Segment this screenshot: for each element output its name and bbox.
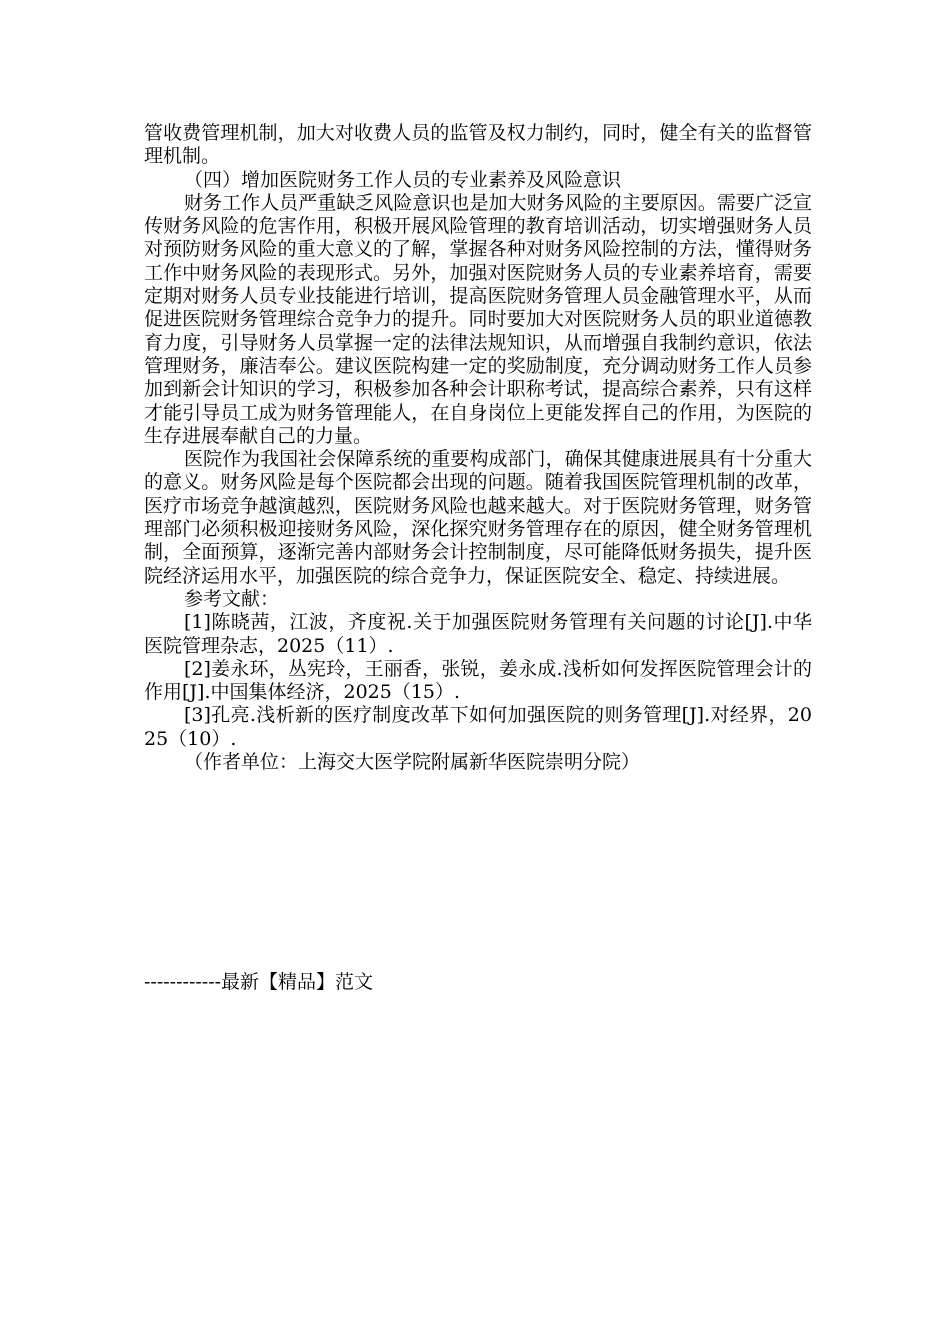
reference-item-2: [2]姜永环，丛宪玲，王丽香，张锐，姜永成.浅析如何发挥医院管理会计的作用[J].中国集体经济，2025（15）. xyxy=(144,657,812,704)
references-label: 参考文献： xyxy=(184,587,280,610)
document-body xyxy=(144,122,812,774)
reference-item-1: [1]陈晓茜，江波，齐度祝.关于加强医院财务管理有关问题的讨论[J].中华医院管理杂志，2025（11）. xyxy=(144,611,812,657)
footer-text: ------------最新【精品】范文 xyxy=(144,971,374,993)
reference-item-3: [3]孔亮.浅析新的医疗制度改革下如何加强医院的则务管理[J].对经界，2025（10）. xyxy=(144,704,812,750)
paragraph-conclusion: 医院作为我国社会保障系统的重要构成部门，确保其健康进展具有十分重大的意义。财务风险是每个医院都会出现的问题。随着我国医院管理机制的改革，医疗市场竞争越演越烈，医院财务风险也越来越大。对于医院财务管理，财务管理部门必须积极迎接财务风险，深化探究财务管理存在的原因，健全财务管理机制，全面预算，逐渐完善内部财务会计控制制度，尽可能降低财务损失，提升医院经济运用水平，加强医院的综合竞争力，保证医院安全、稳定、持续进展。 xyxy=(144,448,812,587)
section-heading: （四）增加医院财务工作人员的专业素养及风险意识 xyxy=(184,168,622,191)
author-affiliation: （作者单位：上海交大医学院附属新华医院崇明分院） xyxy=(184,751,641,774)
paragraph-risk-awareness: 财务工作人员严重缺乏风险意识也是加大财务风险的主要原因。需要广泛宣传财务风险的危害作用，积极开展风险管理的教育培训活动，切实增强财务人员对预防财务风险的重大意义的了解，掌握各种对财务风险控制的方法，懂得财务工作中财务风险的表现形式。另外，加强对医院财务人员的专业素养培育，需要定期对财务人员专业技能进行培训，提高医院财务管理人员金融管理水平，从而促进医院财务管理综合竞争力的提升。同时要加大对医院财务人员的职业道德教育力度，引导财务人员掌握一定的法律法规知识，从而增强自我制约意识，依法管理财务，廉洁奉公。建议医院构建一定的奖励制度，充分调动财务工作人员参加到新会计知识的学习，积极参加各种会计职称考试，提高综合素养，只有这样才能引导员工成为财务管理能人，在自身岗位上更能发挥自己的作用，为医院的生存进展奉献自己的力量。 xyxy=(144,191,812,447)
paragraph-continuation: 管收费管理机制，加大对收费人员的监管及权力制约，同时，健全有关的监督管理机制。 xyxy=(144,122,812,168)
